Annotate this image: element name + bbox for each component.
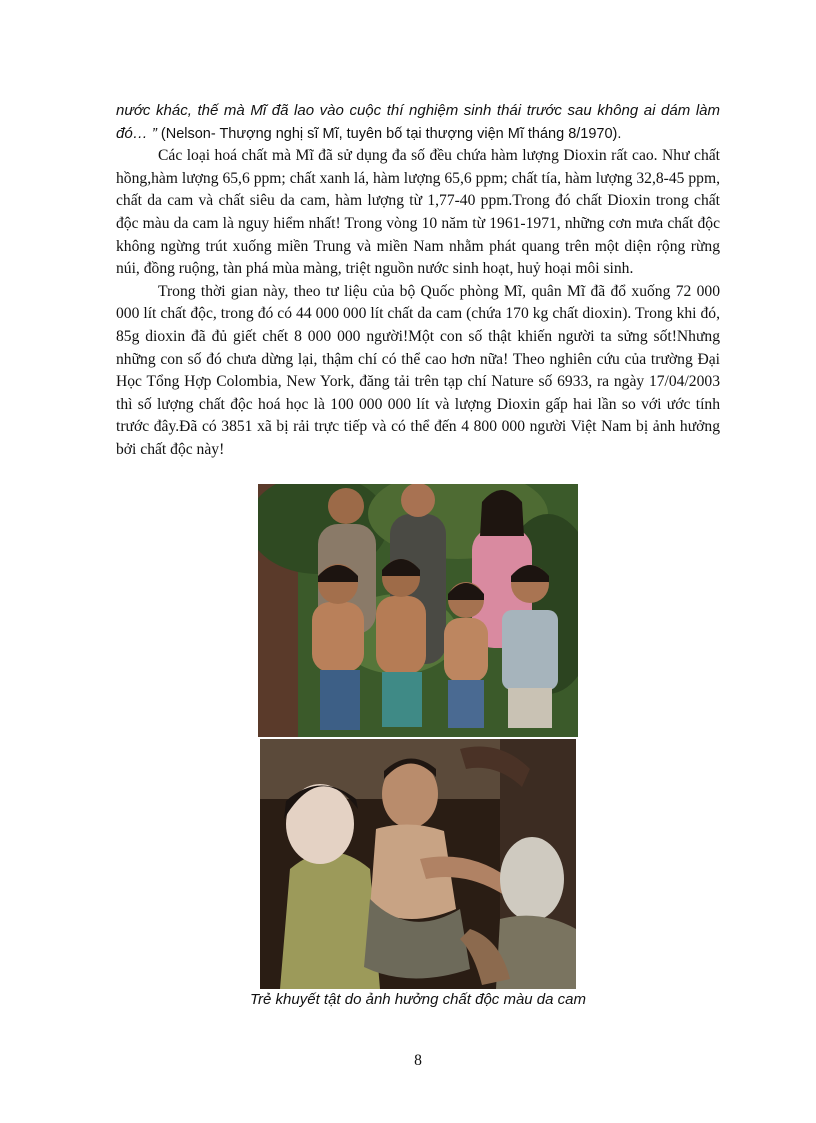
body-text: [116, 100, 720, 462]
family-photo-illustration: [258, 484, 578, 737]
paragraph-1: Các loại hoá chất mà Mĩ đã sử dụng đa số đều chứa hàm lượng Dioxin rất cao. Như chất hồng,hàm lượng 65,6 ppm; chất xanh lá, hàm lượng 65,6 ppm; chất tía, hàm lượng 32,8-45 ppm, chất da cam và chất siêu da cam, hàm lượng từ 1,77-40 ppm.Trong đó chất Dioxin trong chất độc màu da cam là nguy hiểm nhất! Trong vòng 10 năm từ 1961-1971, những cơn mưa chất độc không ngừng trút xuống miền Trung và miền Nam nhằm phát quang trên một diện rộng rừng núi, đồng ruộng, tàn phá mùa màng, triệt nguồn nước sinh hoạt, huỷ hoại môi sinh.: [116, 147, 720, 278]
photo-caption: Trẻ khuyết tật do ảnh hưởng chất độc màu da cam: [250, 991, 586, 1008]
disabled-child-photo-illustration: [260, 739, 576, 989]
paragraph-2: Trong thời gian này, theo tư liệu của bộ Quốc phòng Mĩ, quân Mĩ đã đổ xuống 72 000 000 lít chất độc, trong đó có 44 000 000 lít chất da cam (chứa 170 kg chất dioxin). Trong khi đó, 85g dioxin đã đủ giết chết 8 000 000 người!Một con số thật khiến người ta sửng sốt!Nhưng những con số đó chưa dừng lại, thậm chí có thể cao hơn nữa! Theo nghiên cứu của trường Đại Học Tổng Hợp Colombia, New York, đăng tải trên tạp chí Nature số 6933, ra ngày 17/04/2003 thì số lượng chất độc hoá học là 100 000 000 lít và lượng Dioxin gấp hai lần so với ước tính trước đây.Đã có 3851 xã bị rải trực tiếp và có thể đến 4 800 000 người Việt Nam bị ảnh hưởng bởi chất độc này!: [116, 282, 720, 458]
family-photo: [258, 484, 578, 737]
page-number: 8: [414, 1052, 422, 1069]
quote-paragraph: [116, 100, 720, 145]
quote-text: nước khác, thế mà Mĩ đã lao vào cuộc thí nghiệm sinh thái trước sau không ai dám làm đó… ”: [116, 102, 720, 142]
disabled-child-photo: [260, 739, 576, 989]
quote-source: (Nelson- Thượng nghị sĩ Mĩ, tuyên bố tại thượng viện Mĩ tháng 8/1970).: [156, 125, 622, 142]
